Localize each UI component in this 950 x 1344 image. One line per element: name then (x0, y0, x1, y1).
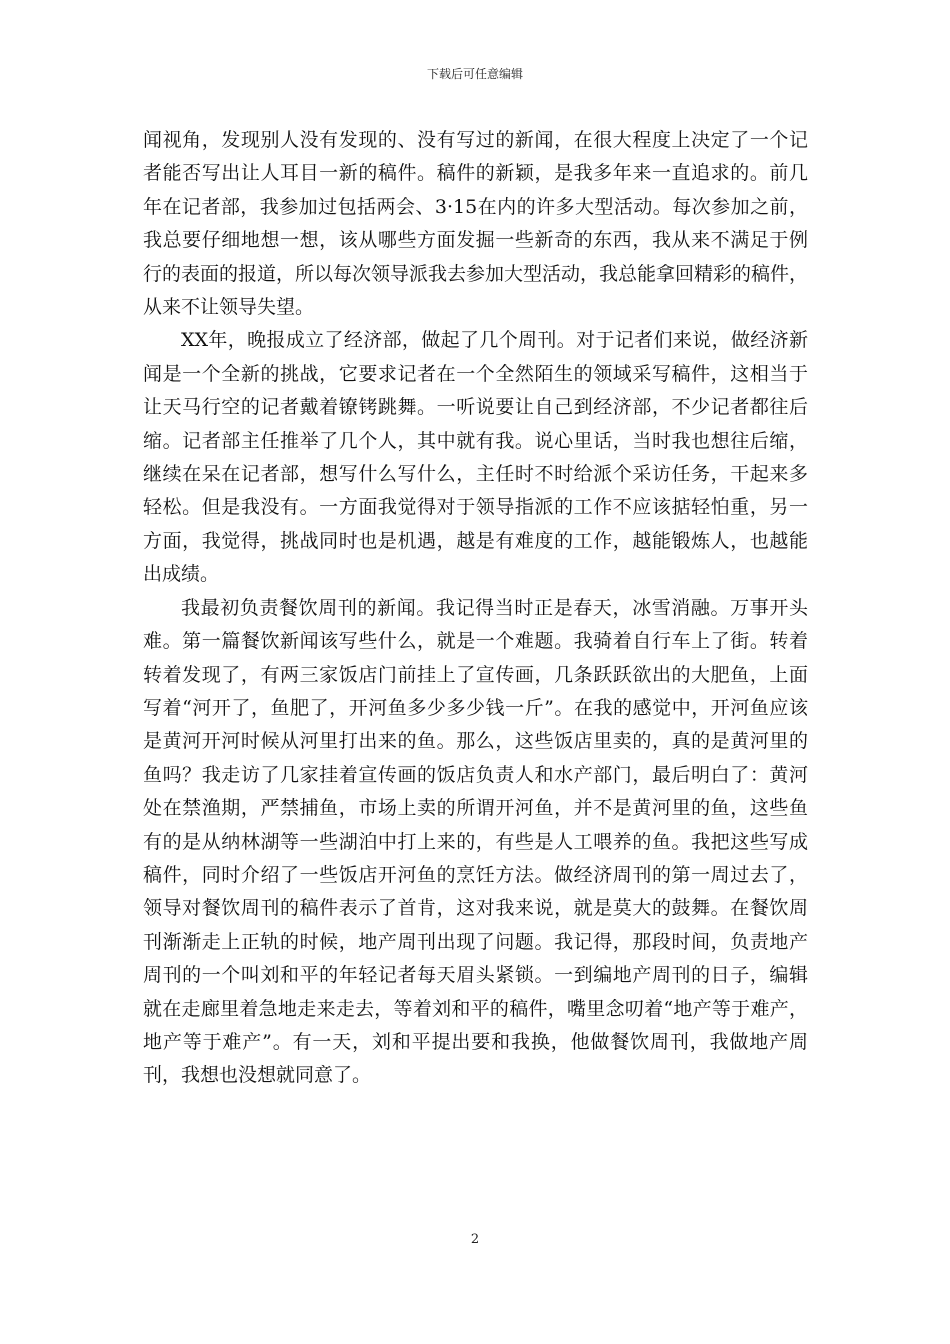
paragraph-line: XX年，晚报成立了经济部，做起了几个周刊。对于记者们来说，做经济新 (181, 329, 808, 352)
paragraph-line: 轻松。但是我没有。一方面我觉得对于领导指派的工作不应该掂轻怕重，另一 (143, 496, 808, 519)
paragraph-line: 闻是一个全新的挑战，它要求记者在一个全然陌生的领域采写稿件，这相当于 (143, 362, 808, 385)
page-header: 下载后可任意编辑 (426, 67, 523, 81)
paragraph-line: 缩。记者部主任推举了几个人，其中就有我。说心里话，当时我也想往后缩， (143, 429, 808, 452)
paragraph-line: 出成绩。 (143, 563, 220, 586)
paragraph-line: 让天马行空的记者戴着镣铐跳舞。一听说要让自己到经济部，不少记者都往后 (143, 396, 808, 419)
paragraph-line: 继续在呆在记者部，想写什么写什么，主任时不时给派个采访任务，干起来多 (143, 463, 808, 486)
paragraph-line: 我最初负责餐饮周刊的新闻。我记得当时正是春天，冰雪消融。万事开头 (181, 596, 808, 619)
paragraph-line: 领导对餐饮周刊的稿件表示了首肯，这对我来说，就是莫大的鼓舞。在餐饮周 (143, 897, 808, 920)
paragraph-line: 地产等于难产”。有一天，刘和平提出要和我换，他做餐饮周刊，我做地产周 (143, 1030, 808, 1053)
paragraph-line: 方面，我觉得，挑战同时也是机遇，越是有难度的工作，越能锻炼人，也越能 (143, 529, 808, 552)
paragraph-line: 行的表面的报道，所以每次领导派我去参加大型活动，我总能拿回精彩的稿件， (143, 262, 809, 285)
paragraph-line: 就在走廊里着急地走来走去，等着刘和平的稿件，嘴里念叨着“地产等于难产， (143, 997, 808, 1020)
paragraph-line: 河处在禁渔期，严禁捕鱼，市场上卖的所谓开河鱼，并不是黄河里的鱼，这些 (143, 763, 808, 820)
paragraph-line: 该是黄河开河时候从河里打出来的鱼。那么，这些饭店里卖的，真的是黄河里 (143, 696, 808, 753)
paragraph-line: 写着“河开了，鱼肥了，开河鱼多少多少钱一斤”。在我的感觉中，开河鱼应 (143, 696, 789, 719)
page-number: 2 (470, 1232, 480, 1247)
paragraph-line: 从来不让领导失望。 (143, 296, 315, 319)
paragraph-line: 者能否写出让人耳目一新的稿件。稿件的新颖，是我多年来一直追求的。前几 (143, 162, 808, 185)
paragraph-line: 转着发现了，有两三家饭店门前挂上了宣传画，几条跃跃欲出的大肥鱼，上面 (143, 663, 808, 686)
paragraph-3 (143, 592, 808, 1093)
paragraph-line: 成稿件，同时介绍了一些饭店开河鱼的烹饪方法。做经济周刊的第一周过去了， (143, 830, 808, 886)
paragraph-1 (143, 124, 808, 324)
paragraph-line: 我总要仔细地想一想，该从哪些方面发掘一些新奇的东西，我从来不满足于例 (143, 229, 808, 252)
paragraph-2 (143, 324, 808, 591)
paragraph-line: 周刊的一个叫刘和平的年轻记者每天眉头紧锁。一到编地产周刊的日子，编辑 (143, 964, 808, 987)
paragraph-line: 刊渐渐走上正轨的时候，地产周刊出现了问题。我记得，那段时间，负责地产 (143, 930, 808, 953)
paragraph-line: 难。第一篇餐饮新闻该写些什么，就是一个难题。我骑着自行车上了街。转着 (143, 630, 808, 653)
paragraph-line: 闻视角，发现别人没有发现的、没有写过的新闻，在很大程度上决定了一个记 (143, 129, 808, 151)
paragraph-line: 鱼有的是从纳林湖等一些湖泊中打上来的，有些是人工喂养的鱼。我把这些写 (143, 797, 808, 853)
document-body (143, 124, 808, 1093)
paragraph-line: 年在记者部，我参加过包括两会、3·15在内的许多大型活动。每次参加之前， (143, 195, 808, 218)
paragraph-line: 刊，我想也没想就同意了。 (143, 1064, 372, 1087)
paragraph-line: 的鱼吗？我走访了几家挂着宣传画的饭店负责人和水产部门，最后明白了：黄 (143, 730, 808, 786)
